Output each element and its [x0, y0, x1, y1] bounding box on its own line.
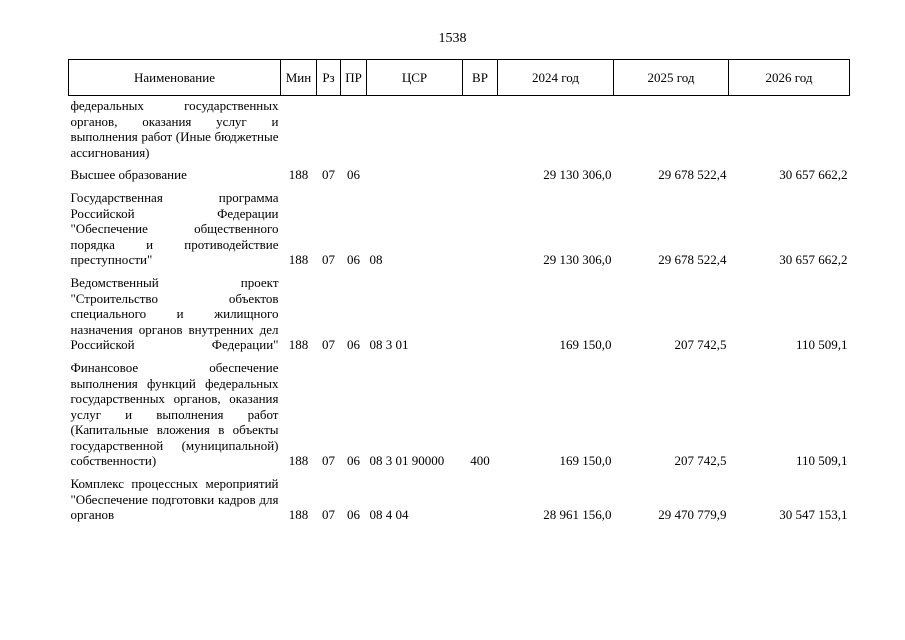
row-name: Государственная программа Российской Федерации "Обеспечение общественного порядка и противодействие преступности": [70, 189, 279, 268]
row-vr: 400: [470, 453, 490, 469]
row-2024: 169 150,0: [559, 337, 612, 353]
row-2024: [498, 96, 614, 161]
row-2025: 29 470 779,9: [658, 507, 727, 523]
row-csr: 08 3 01 90000: [369, 453, 445, 469]
row-2026: 110 509,1: [795, 337, 848, 353]
row-2026: 30 657 662,2: [779, 167, 848, 183]
row-csr: 08 4 04: [369, 507, 409, 523]
row-pr: 06: [347, 252, 360, 268]
budget-table: [68, 59, 850, 523]
row-2026: 110 509,1: [795, 453, 848, 469]
table-row: [69, 469, 850, 523]
row-min: 188: [288, 167, 309, 183]
row-csr: 08: [369, 252, 383, 268]
header-2024: 2024 год: [498, 60, 614, 96]
row-pr: 06: [347, 167, 360, 183]
row-2025: [614, 96, 729, 161]
row-rz: 07: [322, 507, 335, 523]
table-row: [69, 183, 850, 268]
row-pr: 06: [347, 507, 360, 523]
header-name: Наименование: [69, 60, 281, 96]
row-pr: [341, 96, 367, 161]
row-name: Высшее образование: [70, 167, 187, 183]
row-rz: [317, 96, 341, 161]
header-2025: 2025 год: [614, 60, 729, 96]
header-vr: ВР: [463, 60, 498, 96]
row-2024: 29 130 306,0: [543, 167, 612, 183]
row-rz: 07: [322, 167, 335, 183]
row-min: 188: [288, 453, 309, 469]
row-2024: 29 130 306,0: [543, 252, 612, 268]
row-vr: [463, 183, 498, 268]
page-number: 1538: [438, 31, 467, 46]
table-header: [69, 60, 850, 96]
row-2024: 169 150,0: [559, 453, 612, 469]
row-vr: [463, 469, 498, 523]
row-rz: 07: [322, 252, 335, 268]
header-rz: Рз: [317, 60, 341, 96]
row-vr: [463, 160, 498, 183]
table-row: [69, 353, 850, 469]
row-rz: 07: [322, 453, 335, 469]
row-name: федеральных государственных органов, оказания услуг и выполнения работ (Иные бюджетные ассигнования): [70, 98, 279, 160]
table-row: [69, 96, 850, 161]
header-min: Мин: [281, 60, 317, 96]
row-2025: 207 742,5: [674, 453, 727, 469]
row-vr: [463, 268, 498, 353]
header-pr: ПР: [341, 60, 367, 96]
table-row: [69, 268, 850, 353]
row-csr: 08 3 01: [369, 337, 409, 353]
row-min: [281, 96, 317, 161]
row-min: 188: [288, 252, 309, 268]
table-row: [69, 160, 850, 183]
header-2026: 2026 год: [729, 60, 850, 96]
header-csr: ЦСР: [367, 60, 463, 96]
row-name: Комплекс процессных мероприятий "Обеспечение подготовки кадров для органов: [70, 476, 279, 523]
row-rz: 07: [322, 337, 335, 353]
row-pr: 06: [347, 337, 360, 353]
row-2025: 29 678 522,4: [658, 252, 727, 268]
row-csr: [367, 96, 463, 161]
row-2025: 29 678 522,4: [658, 167, 727, 183]
row-min: 188: [288, 507, 309, 523]
row-csr: [367, 160, 463, 183]
row-2024: 28 961 156,0: [543, 507, 612, 523]
row-min: 188: [288, 337, 309, 353]
row-name: Ведомственный проект "Строительство объектов специального и жилищного назначения органов внутренних дел Российской Федерации": [70, 274, 279, 353]
row-name: Финансовое обеспечение выполнения функций федеральных государственных органов, оказания услуг и выполнения работ (Капитальные вложения в объекты государственной (муниципальной) собственности): [70, 359, 279, 469]
row-2025: 207 742,5: [674, 337, 727, 353]
row-2026: [729, 96, 850, 161]
row-pr: 06: [347, 453, 360, 469]
row-2026: 30 547 153,1: [779, 507, 848, 523]
row-vr: [463, 96, 498, 161]
row-2026: 30 657 662,2: [779, 252, 848, 268]
